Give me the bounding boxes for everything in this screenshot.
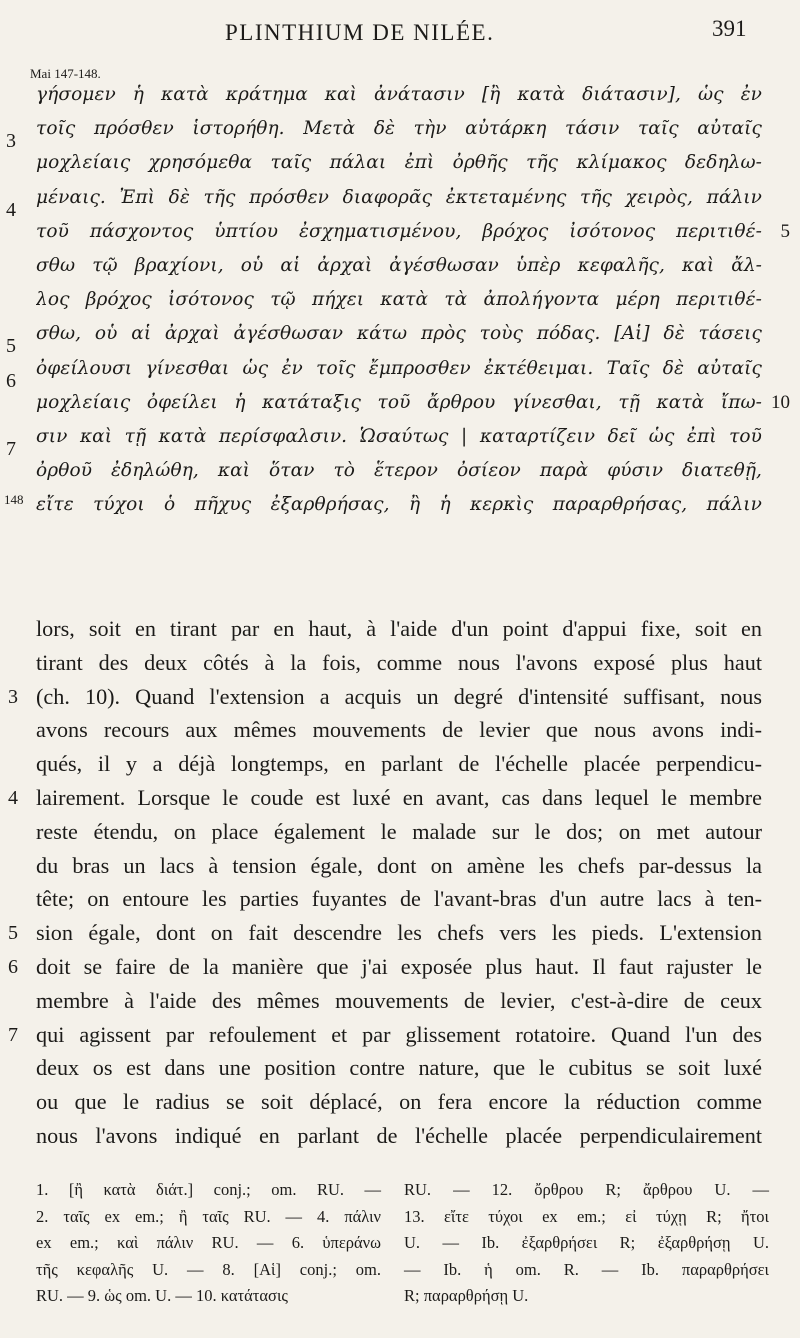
- line-number: 4: [8, 787, 18, 809]
- french-line-text: ou que le radius se soit déplacé, on fera encore la réduction comme: [36, 1089, 762, 1115]
- line-number: 3: [6, 130, 16, 153]
- french-line: [0, 1022, 800, 1052]
- french-line-text: nous l'avons indiqué en parlant de l'échelle placée perpendiculairement: [36, 1123, 762, 1148]
- french-line-text: du bras un lacs à tension égale, dont on amène les chefs par-dessus la: [36, 852, 762, 878]
- line-number: 5: [6, 335, 16, 358]
- greek-line: [0, 186, 800, 221]
- greek-line-text: ὀρθοῦ ἐδηλώθη, καὶ ὅταν τὸ ἕτερον ὀσίεον παρὰ φύσιν διατεθῇ,: [36, 460, 762, 482]
- footnote-text: 1. [ἢ κατὰ διάτ.] conj.; om. RU. —: [36, 1180, 381, 1199]
- french-line: [0, 751, 800, 781]
- line-number: 4: [6, 198, 16, 221]
- french-line: [0, 616, 800, 646]
- greek-line-text: γήσομεν ἡ κατὰ κράτημα καὶ ἀνάτασιν [ἢ κατὰ διάτασιν], ὡς ἐν: [36, 84, 762, 105]
- line-number: 6: [8, 956, 18, 978]
- footnote-line: [404, 1207, 769, 1234]
- greek-line-text: εἴτε τύχοι ὁ πῆχυς ἐξαρθρήσας, ἢ ἡ κερκὶς παραρθρήσας, πάλιν: [36, 494, 762, 516]
- greek-line-text: λος βρόχος ἰσότονος τῷ πήχει κατὰ τὰ ἀπολήγοντα μέρη περιτιθέ-: [36, 289, 762, 311]
- french-line: [0, 853, 800, 883]
- french-line-text: reste étendu, on place également le malade sur le dos; on met autour: [36, 818, 762, 844]
- page-header: [0, 10, 800, 50]
- line-number: 7: [8, 1023, 18, 1046]
- footnote-line: [36, 1207, 381, 1234]
- french-line-text: lairement. Lorsque le coude est luxé en avant, cas dans lequel le membre: [36, 785, 762, 810]
- footnote-text: U. — Ib. ἐξαρθρήσει R; ἐξαρθρήσῃ U.: [404, 1233, 769, 1252]
- french-line: [0, 988, 800, 1018]
- footnote-text: 13. εἴτε τύχοι ex em.; εἰ τύχῃ R; ἤτοι: [404, 1206, 769, 1226]
- french-line: [0, 954, 800, 984]
- running-title: PLINTHIUM DE NILÉE.: [225, 20, 495, 45]
- footnote-line: [404, 1180, 769, 1207]
- manuscript-reference-148: 148: [4, 492, 24, 507]
- french-line-text: avons recours aux mêmes mouvements de levier que nous avons indi-: [36, 717, 762, 743]
- line-number: 7: [6, 438, 16, 460]
- line-number: 5: [8, 922, 18, 945]
- greek-line: [0, 118, 800, 153]
- french-line-text: tirant des deux côtés à la fois, comme nous l'avons exposé plus haut: [36, 649, 762, 675]
- greek-line: [0, 255, 800, 285]
- french-line: [0, 886, 800, 916]
- footnote-text: ex em.; καὶ πάλιν RU. — 6. ὑπεράνω: [36, 1233, 381, 1252]
- french-line-text: qués, il y a déjà longtemps, en parlant de l'échelle placée perpendicu-: [36, 751, 762, 777]
- greek-line-text: μέναις. Ἐπὶ δὲ τῆς πρόσθεν διαφορᾶς ἐκτεταμένης τῆς χειρὸς, πάλιν: [36, 186, 762, 208]
- footnote-line: [36, 1286, 381, 1313]
- footnote-line: [36, 1180, 381, 1207]
- greek-line-text: μοχλείαις χρησόμεθα ταῖς πάλαι ἐπὶ ὀρθῆς τῆς κλίμακος δεδηλω-: [36, 152, 762, 174]
- french-line-text: lors, soit en tirant par en haut, à l'aide d'un point d'appui fixe, soit en: [36, 616, 762, 641]
- line-count-marker: 5: [780, 220, 790, 242]
- greek-line: [0, 426, 800, 460]
- greek-line-text: μοχλείαις ὀφείλει ἡ κατάταξις τοῦ ἄρθρου γίνεσθαι, τῇ κατὰ ἴπω-: [36, 391, 762, 413]
- footnote-text: τῆς κεφαλῆς U. — 8. [Αἱ] conj.; om.: [36, 1259, 381, 1279]
- greek-line-text: τοῦ πάσχοντος ὑπτίου ἐσχηματισμένου, βρόχος ἰσότονος περιτιθέ-: [36, 220, 762, 242]
- footnote-line: [404, 1286, 769, 1313]
- greek-line: [0, 289, 800, 319]
- french-line-text: sion égale, dont on fait descendre les chefs vers les pieds. L'extension: [36, 920, 762, 946]
- footnote-text: RU. — 12. ὄρθρου R; ἄρθρου U. —: [404, 1180, 769, 1199]
- french-line-text: deux os est dans une position contre nature, que le cubitus se soit luxé: [36, 1055, 762, 1081]
- greek-line-text: σθω, οὗ αἱ ἀρχαὶ ἀγέσθωσαν κάτω πρὸς τοὺς πόδας. [Αἱ] δὲ τάσεις: [36, 323, 762, 345]
- line-number: 3: [8, 685, 18, 708]
- greek-line: [0, 494, 800, 524]
- footnote-line: [404, 1233, 769, 1260]
- page-number: 391: [712, 16, 747, 41]
- greek-line: [0, 152, 800, 182]
- french-line: [0, 1123, 800, 1153]
- line-count-marker: 10: [771, 391, 790, 413]
- greek-line: [0, 392, 800, 422]
- greek-line: [0, 84, 800, 114]
- footnote-line: [404, 1260, 769, 1287]
- greek-line-text: τοῖς πρόσθεν ἱστορήθη. Μετὰ δὲ τὴν αὐτάρκη τάσιν ταῖς αὐταῖς: [36, 118, 762, 140]
- footnote-line: [36, 1233, 381, 1260]
- french-line: [0, 1089, 800, 1119]
- line-number: 6: [6, 369, 16, 392]
- french-line: [0, 920, 800, 950]
- greek-line: [0, 357, 800, 392]
- manuscript-reference: Mai 147-148.: [30, 66, 101, 81]
- french-line-text: membre à l'aide des mêmes mouvements de levier, c'est-à-dire de ceux: [36, 987, 762, 1013]
- french-line: [0, 684, 800, 714]
- footnote-text: RU. — 9. ὡς om. U. — 10. κατάτασις: [36, 1286, 288, 1305]
- greek-line: [0, 323, 800, 358]
- greek-line: [0, 460, 800, 490]
- french-line-text: qui agissent par refoulement et par glissement rotatoire. Quand l'un des: [36, 1021, 762, 1047]
- french-line-text: doit se faire de la manière que j'ai exposée plus haut. Il faut rajuster le: [36, 954, 762, 979]
- footnote-line: [36, 1260, 381, 1287]
- footnotes-left-column: [36, 1180, 381, 1313]
- french-line: [0, 650, 800, 680]
- french-line: [0, 819, 800, 849]
- french-line: [0, 785, 800, 815]
- french-line-text: (ch. 10). Quand l'extension a acquis un degré d'intensité suffisant, nous: [36, 683, 762, 709]
- greek-line: [0, 221, 800, 251]
- french-line-text: tête; on entoure les parties fuyantes de l'avant-bras d'un autre lacs à ten-: [36, 886, 762, 912]
- footnote-text: R; παραρθρήσῃ U.: [404, 1286, 529, 1305]
- french-line: [0, 1055, 800, 1085]
- greek-line-text: σιν καὶ τῇ κατὰ περίσφαλσιν. Ὡσαύτως | καταρτίζειν δεῖ ὡς ἐπὶ τοῦ: [36, 426, 762, 447]
- footnote-text: — Ib. ἡ om. R. — Ib. παραρθρήσει: [404, 1259, 769, 1279]
- greek-line-text: ὀφείλουσι γίνεσθαι ὡς ἐν τοῖς ἔμπροσθεν ἐκτέθειμαι. Ταῖς δὲ αὐταῖς: [36, 357, 762, 379]
- footnotes-right-column: [404, 1180, 769, 1313]
- greek-line-text: σθω τῷ βραχίονι, οὗ αἱ ἀρχαὶ ἀγέσθωσαν ὑπὲρ κεφαλῆς, καὶ ἄλ-: [36, 255, 762, 276]
- footnote-text: 2. ταῖς ex em.; ἢ ταῖς RU. — 4. πάλιν: [36, 1206, 381, 1226]
- french-line: [0, 717, 800, 747]
